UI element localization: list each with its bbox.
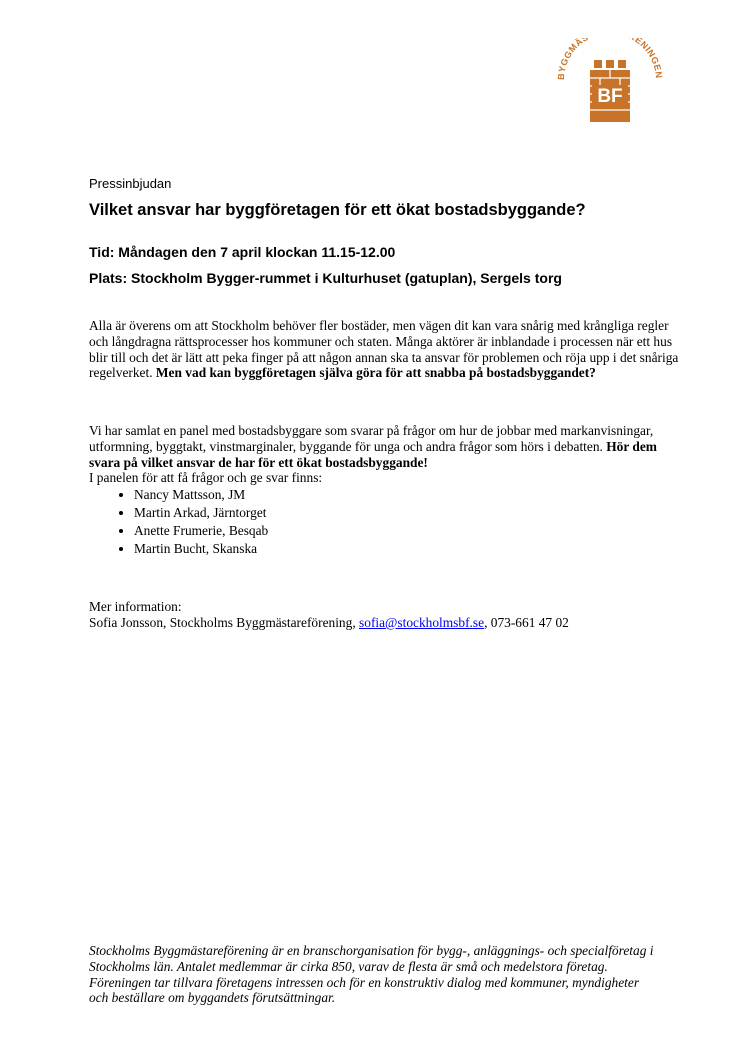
organization-footer: Stockholms Byggmästareförening är en branschorganisation för bygg-, anläggnings- och specialföretag i Stockholms län. Antalet medlemmar är cirka 850, varav de flesta är små och medelstora företag. Föreningen tar tillvara företagens intressen och för en konstruktiv dialog med kommuner, myndigheter och beställare om byggandets förutsättningar. (89, 943, 654, 1006)
intro-paragraph (89, 318, 679, 381)
panel-list (89, 486, 679, 558)
panel-paragraph (89, 423, 679, 558)
document-headline: Vilket ansvar har byggföretagen för ett ökat bostadsbyggande? (89, 201, 586, 219)
panel-bold-text: Hör dem svara på vilket ansvar de har för ett ökat bostadsbyggande! (89, 438, 657, 470)
list-item: • Anette Frumerie, Besqab (134, 522, 679, 540)
panel-text: Vi har samlat en panel med bostadsbyggare som svarar på frågor om hur de jobbar med markanvisningar, utformning, byggtakt, vinstmarginaler, byggande för unga och andra frågor som hörs i debatten. (89, 423, 654, 454)
logo-arc-text: BYGGMÄ ENINGEN (556, 38, 665, 81)
logo-monogram: BF (597, 86, 623, 107)
logo-emblem (556, 38, 666, 142)
contact-name: Sofia Jonsson, Stockholms Byggmästareförening, (89, 615, 360, 630)
intro-text: Alla är överens om att Stockholm behöver fler bostäder, men vägen dit kan vara snårig med krångliga regler och långdragna rättsprocesser hos kommuner och staten. Många aktörer är inblandade i processen när ett hus blir till och det är lätt att peka finger på att någon annan ska ta ansvar för problemen och röja upp i det snåriga regelverket. (89, 318, 679, 381)
event-time: Tid: Måndagen den 7 april klockan 11.15-12.00 (89, 244, 396, 260)
byggmastareforeningen-logo (556, 38, 666, 142)
contact-heading: Mer information: (89, 599, 182, 614)
list-item: • Nancy Mattsson, JM (134, 486, 679, 504)
panel-intro: I panelen för att få frågor och ge svar finns: (89, 470, 323, 486)
contact-line (89, 615, 569, 631)
contact-email-link[interactable]: sofia@stockholmsbf.se (359, 615, 485, 630)
list-item: • Martin Bucht, Skanska (134, 540, 679, 558)
event-place: Plats: Stockholm Bygger-rummet i Kulturhuset (gatuplan), Sergels torg (89, 270, 562, 286)
document-kicker: Pressinbjudan (89, 176, 172, 191)
intro-bold-question: Men vad kan byggföretagen själva göra för att snabba på bostadsbyggandet? (155, 365, 596, 381)
contact-phone: , 073-661 47 02 (484, 615, 569, 630)
list-item: • Martin Arkad, Järntorget (134, 504, 679, 522)
contact-info (89, 599, 569, 631)
